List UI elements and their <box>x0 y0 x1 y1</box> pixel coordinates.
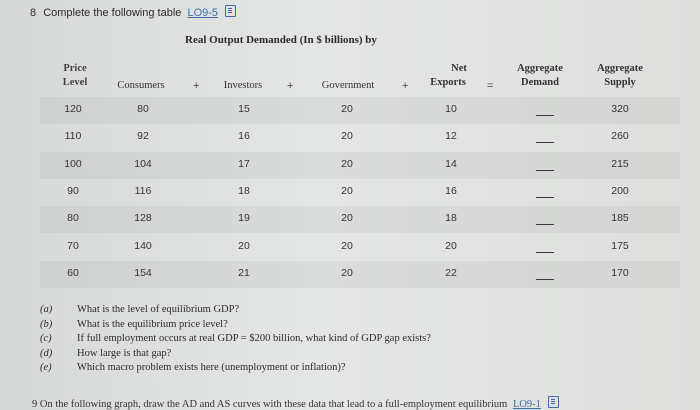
cell-government: 20 <box>341 184 353 197</box>
part-text: What is the equilibrium price level? <box>77 318 228 330</box>
table-title: Real Output Demanded (In $ billions) by <box>185 34 377 46</box>
question-part <box>40 318 431 333</box>
cell-investors: 20 <box>238 239 250 252</box>
header-net-exports: Net Exports <box>430 63 467 88</box>
cell-government: 20 <box>341 212 353 225</box>
equals-sign: = <box>487 80 494 92</box>
header-aggregate-demand: Aggregate Demand <box>517 63 563 88</box>
cell-aggregate-supply: 200 <box>611 184 629 197</box>
part-label: (b) <box>40 318 53 330</box>
clipboard-icon[interactable] <box>225 5 236 17</box>
cell-investors: 18 <box>238 184 250 197</box>
cell-net-exports: 12 <box>445 130 457 143</box>
question-prompt: Complete the following table <box>43 7 182 19</box>
part-text: What is the level of equilibrium GDP? <box>77 304 240 315</box>
cell-net-exports: 18 <box>445 212 457 225</box>
question-part <box>40 361 431 376</box>
plus-sign: + <box>193 80 200 92</box>
cell-net-exports: 20 <box>445 239 457 252</box>
lo-link[interactable]: LO9-1 <box>512 399 541 410</box>
header-consumers: Consumers <box>117 80 165 91</box>
cell-investors: 19 <box>238 212 250 225</box>
cell-aggregate-supply: 215 <box>611 157 629 170</box>
header-aggregate-supply: Aggregate Supply <box>597 63 643 88</box>
part-label: (a) <box>40 304 53 315</box>
part-text: If full employment occurs at real GDP = $200 billion, what kind of GDP gap exists? <box>77 333 431 344</box>
cell-consumers: 116 <box>134 184 152 197</box>
part-text: Which macro problem exists here (unemployment or inflation)? <box>77 362 346 373</box>
answer-blank[interactable] <box>536 142 554 143</box>
cell-price: 100 <box>64 157 82 170</box>
question-part <box>40 332 431 347</box>
cell-aggregate-supply: 185 <box>611 212 629 225</box>
question-8-header <box>30 5 236 19</box>
cell-consumers: 140 <box>134 239 152 252</box>
cell-price: 60 <box>67 266 79 279</box>
cell-aggregate-supply: 260 <box>611 130 629 143</box>
cell-consumers: 80 <box>137 103 149 115</box>
cell-government: 20 <box>341 157 353 170</box>
cell-investors: 16 <box>238 130 250 143</box>
cell-price: 110 <box>64 130 82 143</box>
answer-blank[interactable] <box>536 252 554 253</box>
cell-consumers: 104 <box>134 157 152 170</box>
cell-price: 80 <box>67 212 79 225</box>
part-label: (c) <box>40 333 52 344</box>
answer-blank[interactable] <box>536 224 554 225</box>
cell-government: 20 <box>341 103 353 115</box>
cell-aggregate-supply: 170 <box>611 266 629 279</box>
cell-consumers: 154 <box>134 266 152 279</box>
header-government: Government <box>321 80 375 91</box>
header-investors: Investors <box>223 80 263 91</box>
question-number: 9 <box>32 399 38 410</box>
cell-government: 20 <box>341 266 353 279</box>
cell-investors: 15 <box>238 103 250 115</box>
cell-net-exports: 22 <box>445 266 457 279</box>
part-label: (d) <box>40 347 53 359</box>
plus-sign: + <box>287 80 294 92</box>
cell-government: 20 <box>341 130 353 143</box>
answer-blank[interactable] <box>536 197 554 198</box>
cell-investors: 17 <box>238 157 250 170</box>
answer-blank[interactable] <box>536 115 554 116</box>
cell-aggregate-supply: 175 <box>611 239 629 252</box>
cell-price: 120 <box>64 103 82 115</box>
question-number: 8 <box>30 7 37 19</box>
cell-price: 90 <box>67 184 79 197</box>
question-part <box>40 347 431 362</box>
header-price: Price Level <box>62 63 88 88</box>
part-text: How large is that gap? <box>77 347 172 359</box>
cell-government: 20 <box>341 239 353 252</box>
cell-investors: 21 <box>238 266 250 279</box>
answer-blank[interactable] <box>536 279 554 280</box>
question-parts <box>40 303 431 376</box>
cell-consumers: 128 <box>134 212 152 225</box>
answer-blank[interactable] <box>536 170 554 171</box>
plus-sign: + <box>402 80 409 92</box>
cell-consumers: 92 <box>137 130 149 143</box>
lo-link[interactable]: LO9-5 <box>187 7 219 19</box>
cell-net-exports: 14 <box>445 157 457 170</box>
part-label: (e) <box>40 362 52 373</box>
cell-net-exports: 16 <box>445 184 457 197</box>
cell-aggregate-supply: 320 <box>611 103 629 115</box>
cell-price: 70 <box>67 239 79 252</box>
cell-net-exports: 10 <box>445 103 457 115</box>
question-9-text: On the following graph, draw the AD and AS curves with these data that lead to a full-employment equilibrium <box>39 399 508 410</box>
question-part <box>40 303 431 318</box>
clipboard-icon[interactable] <box>548 396 559 408</box>
question-9-line <box>32 396 559 410</box>
